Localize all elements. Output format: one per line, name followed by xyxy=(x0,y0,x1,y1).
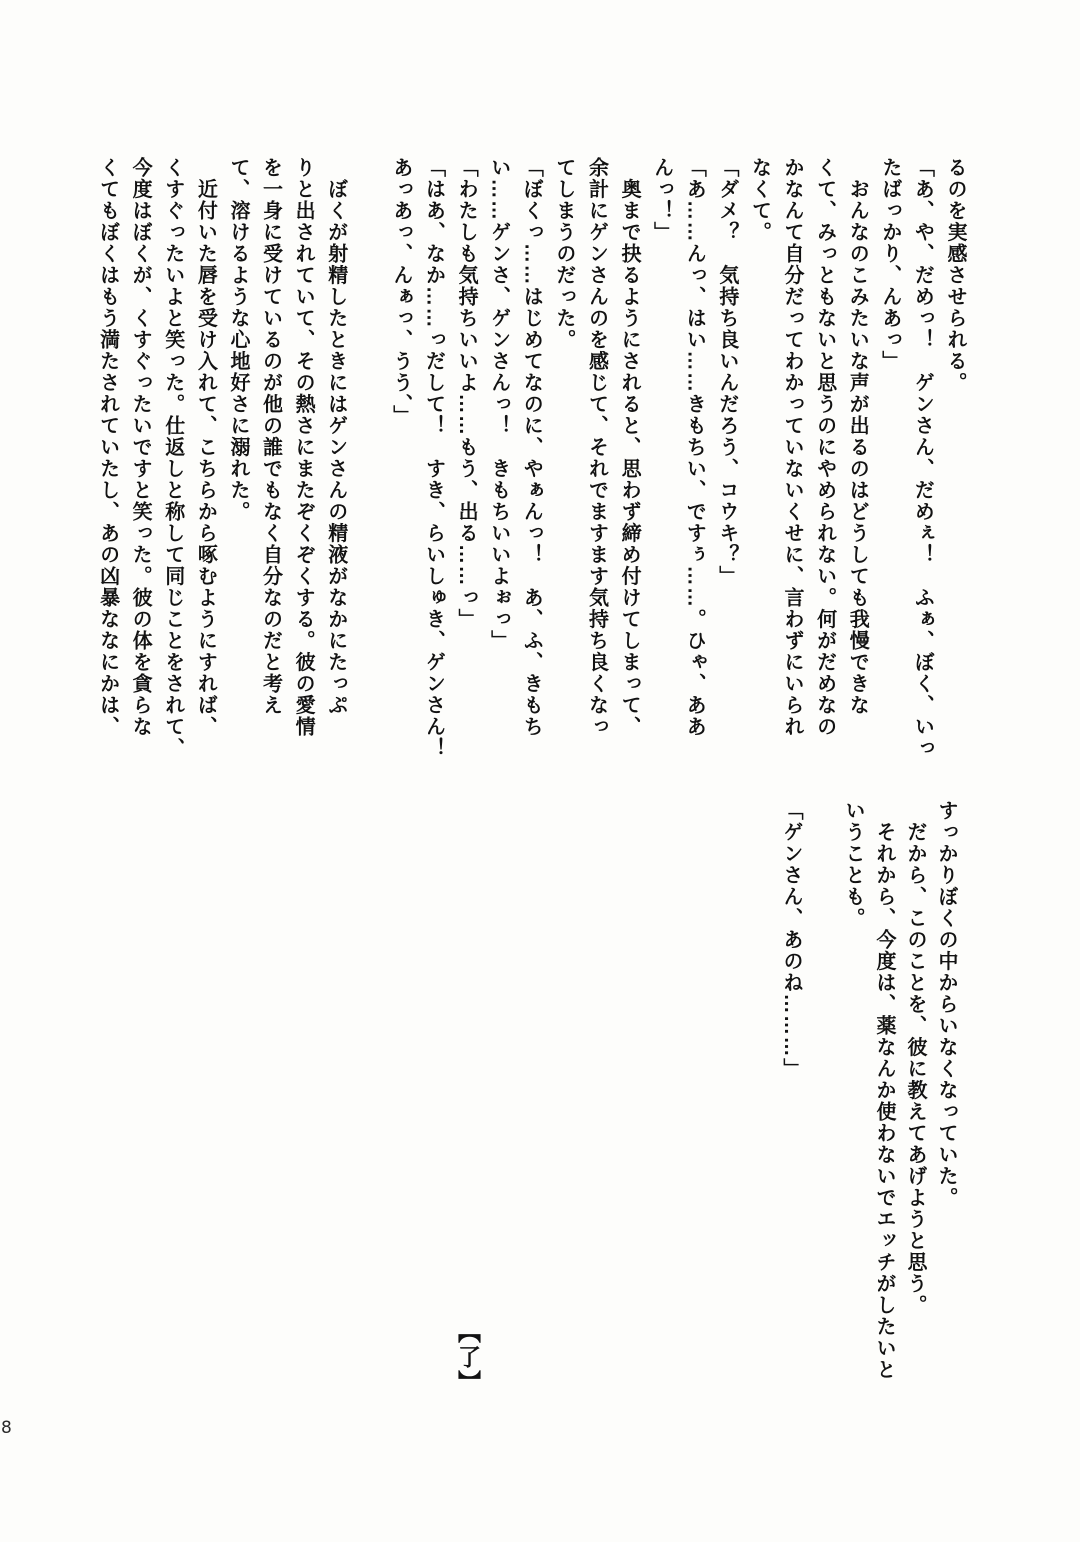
text-line: 余計にゲンさんのを感じて、それでますます気持ち良くなっ xyxy=(585,157,608,738)
text-line: 「あ、や、だめっ！ ゲンさん、だめぇ！ ふぁ、ぼく、いっ xyxy=(911,157,934,759)
text-line: 今度はぼくが、くすぐったいですと笑った。彼の体を貪らな xyxy=(129,157,152,738)
text-line: 「ダメ？ 気持ち良いんだろう、コウキ？」 xyxy=(715,157,738,587)
text-line: てしまうのだった。 xyxy=(552,157,575,351)
closing-text-block xyxy=(775,800,961,1420)
text-line: くてもぼくはもう満たされていたし、あの凶暴ななにかは、 xyxy=(96,157,119,738)
text-line: い……ゲンさ、ゲンさんっ！ きもちいいよぉっ」 xyxy=(487,157,510,652)
text-line: おんなのこみたいな声が出るのはどうしても我慢できな xyxy=(846,157,869,716)
text-line: を一身に受けているのが他の誰でもなく自分なのだと考え xyxy=(259,157,282,716)
text-line: 「あ……んっ、はい……きもちい、ですぅ……。ひゃ、ああ xyxy=(683,157,706,738)
text-line: なくて。 xyxy=(748,157,771,243)
page-number: 8 xyxy=(1,1418,12,1438)
text-line: すっかりぼくの中からいなくなっていた。 xyxy=(935,800,957,1209)
text-line: だから、このことを、彼に教えてあげようと思う。 xyxy=(904,800,926,1316)
text-line: ぼくが射精したときにはゲンさんの精液がなかにたっぷ xyxy=(324,157,347,716)
text-line: くて、みっともないと思うのにやめられない。何がだめなの xyxy=(813,157,836,738)
text-line: んっ！」 xyxy=(650,157,673,243)
text-line xyxy=(806,800,837,1420)
text-line: たばっかり、んあっ」 xyxy=(878,157,901,372)
text-line: それから、今度は、薬なんか使わないでエッチがしたいと xyxy=(873,800,895,1381)
text-line: りと出されていて、その熱さにまたぞくぞくする。彼の愛情 xyxy=(292,157,315,738)
text-line: 奥まで抉るようにされると、思わず締め付けてしまって、 xyxy=(618,157,641,738)
text-line: あっあっ、んぁっ、うう、」 xyxy=(389,157,412,427)
text-line: かなんて自分だってわかっていないくせに、言わずにいられ xyxy=(781,157,804,738)
text-line xyxy=(352,157,385,837)
text-line: 「ゲンさん、あのね………」 xyxy=(780,800,802,1080)
text-line: 「わたしも気持ちいいよ……もう、出る……っ」 xyxy=(455,157,478,630)
text-line: 「ぼくっ……はじめてなのに、やぁんっ！ あ、ふ、きもち xyxy=(520,157,543,738)
text-line: 「はあ、なか……っだして！ すき、らいしゅき、ゲンさん！ xyxy=(422,157,445,759)
main-text-block xyxy=(91,157,971,837)
text-line: て、溶けるような心地好さに溺れた。 xyxy=(226,157,249,523)
text-line: 近付いた唇を受け入れて、こちらから啄むようにすれば、 xyxy=(194,157,217,738)
end-mark: 【了】 xyxy=(455,1320,481,1395)
text-line: くすぐったいよと笑った。仕返しと称して同じことをされて、 xyxy=(161,157,184,759)
text-line: いうことも。 xyxy=(842,800,864,929)
text-line: るのを実感させられる。 xyxy=(944,157,966,394)
